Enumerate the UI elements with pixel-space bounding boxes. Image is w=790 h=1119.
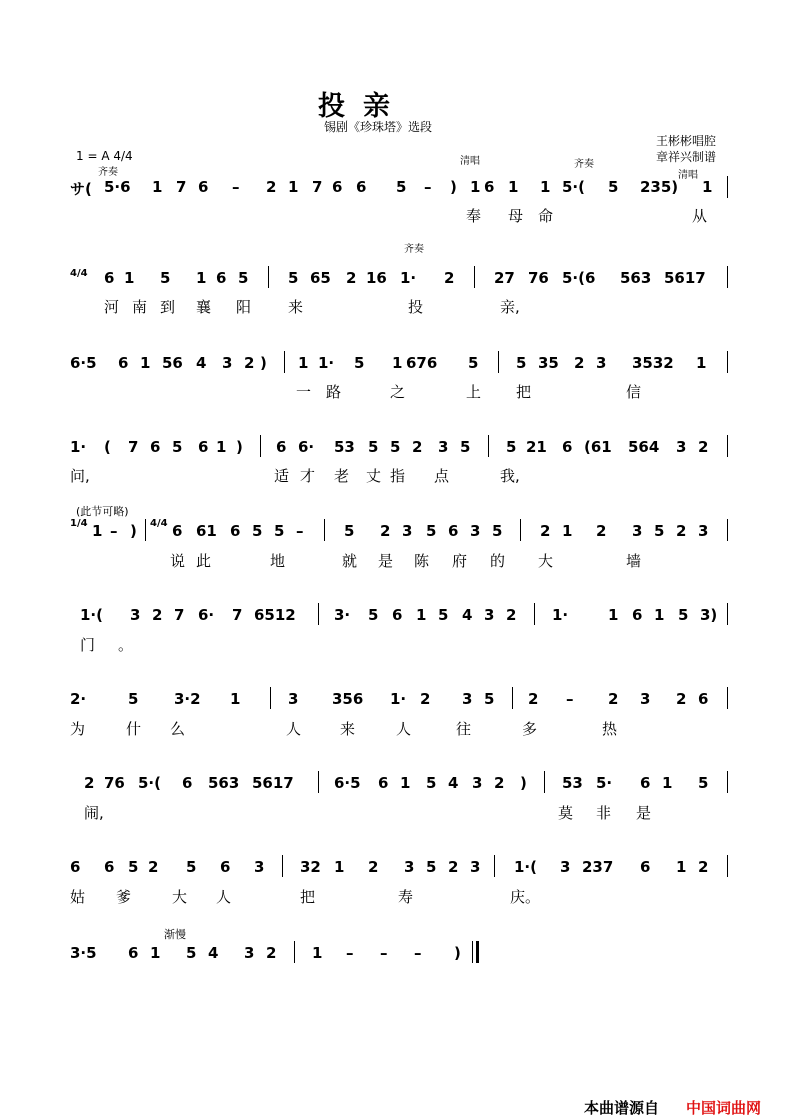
lyric: 把 xyxy=(516,383,532,401)
bar-line xyxy=(727,435,728,457)
note: 5 xyxy=(698,774,709,792)
bar-line xyxy=(727,687,728,709)
note: 6 xyxy=(640,858,651,876)
note: 564 xyxy=(628,438,660,456)
note: 1 xyxy=(196,269,207,287)
note: 5 xyxy=(654,522,665,540)
note: 1 xyxy=(216,438,227,456)
note: 76 xyxy=(528,269,549,287)
note: 5 xyxy=(128,690,139,708)
hint-optional: (此节可略) xyxy=(76,505,129,518)
lyric: 点 xyxy=(434,467,450,485)
note: 5· xyxy=(596,774,613,792)
note: 3 xyxy=(470,522,481,540)
note: 3 xyxy=(632,522,643,540)
lyric: 人 xyxy=(286,720,302,738)
lyric: 亲, xyxy=(500,298,520,316)
lyric: 丈 xyxy=(366,467,382,485)
lyric: 门 xyxy=(80,636,96,654)
note: 5·(6 xyxy=(562,269,596,287)
note: ) xyxy=(520,774,527,792)
lyric: 襄 xyxy=(196,298,212,316)
note: 4 xyxy=(196,354,207,372)
hint-ensemble: 齐奏 xyxy=(98,167,118,178)
lyric: 母 xyxy=(508,207,524,225)
note: 5 xyxy=(426,858,437,876)
note: 5 xyxy=(186,944,197,962)
page-title: 投亲 xyxy=(318,91,408,122)
note: 5 xyxy=(368,606,379,624)
note: 6 xyxy=(632,606,643,624)
note: 35 xyxy=(538,354,559,372)
note: 2 xyxy=(412,438,423,456)
bar-line xyxy=(520,519,521,541)
note: 2 xyxy=(244,354,255,372)
note: 2 xyxy=(444,269,455,287)
note: ) xyxy=(260,354,267,372)
bar-line xyxy=(498,351,499,373)
note: 5·6 xyxy=(104,178,131,196)
key-signature: 1 = A 4/4 xyxy=(76,149,133,163)
note: 5 xyxy=(438,606,449,624)
note: 6 xyxy=(562,438,573,456)
note: 65 xyxy=(310,269,331,287)
note: 53 xyxy=(334,438,355,456)
bar-line xyxy=(294,941,295,963)
lyric: 大 xyxy=(538,552,554,570)
note: 3 xyxy=(484,606,495,624)
bar-line xyxy=(318,771,319,793)
note: 5 xyxy=(252,522,263,540)
lyric: 陈 xyxy=(414,552,430,570)
note: 6 xyxy=(104,269,115,287)
note: 5 xyxy=(426,774,437,792)
lyric: 是 xyxy=(378,552,394,570)
note: 563 xyxy=(208,774,240,792)
note: 1 xyxy=(696,354,707,372)
note: 7 xyxy=(232,606,243,624)
note: 356 xyxy=(332,690,364,708)
note: – xyxy=(424,178,432,196)
note: 1· xyxy=(552,606,569,624)
note: ) xyxy=(454,944,461,962)
lyric: 之 xyxy=(390,383,406,401)
note: 53 xyxy=(562,774,583,792)
note: 3 xyxy=(254,858,265,876)
lyric: 墙 xyxy=(626,552,642,570)
bar-line xyxy=(534,603,535,625)
note: 235) xyxy=(640,178,679,196)
note: 21 xyxy=(526,438,547,456)
note: 3) xyxy=(700,606,718,624)
note: 1· xyxy=(70,438,87,456)
note: 3· xyxy=(334,606,351,624)
note: 1 xyxy=(508,178,519,196)
bar-line xyxy=(727,603,728,625)
note: 2 xyxy=(676,522,687,540)
lyric: 来 xyxy=(340,720,356,738)
lyric: 府 xyxy=(452,552,468,570)
note: (61 xyxy=(584,438,612,456)
note: 3 xyxy=(472,774,483,792)
note: 6 xyxy=(128,944,139,962)
note: ) xyxy=(450,178,457,196)
note: 1 xyxy=(392,354,403,372)
note: 2 xyxy=(608,690,619,708)
note: 3 xyxy=(402,522,413,540)
note: 2 xyxy=(540,522,551,540)
bar-line xyxy=(324,519,325,541)
note: 7 xyxy=(128,438,139,456)
bar-line xyxy=(727,176,728,198)
subtitle: 锡剧《珍珠塔》选段 xyxy=(324,120,433,134)
bar-line xyxy=(727,855,728,877)
lyric: 什 xyxy=(126,720,142,738)
bar-line xyxy=(544,771,545,793)
note: 6 xyxy=(118,354,129,372)
note: 6 xyxy=(332,178,343,196)
note: 3 xyxy=(560,858,571,876)
lyric: 是 xyxy=(636,804,652,822)
lyric: 上 xyxy=(466,383,482,401)
note: 6 xyxy=(216,269,227,287)
lyric: 就 xyxy=(342,552,358,570)
note: サ( xyxy=(70,180,92,198)
note: 7 xyxy=(176,178,187,196)
credit-singer: 王彬彬唱腔 xyxy=(656,134,717,148)
note: 2 xyxy=(698,858,709,876)
note: 3532 xyxy=(632,354,674,372)
note: 6 xyxy=(392,606,403,624)
note: 2 xyxy=(698,438,709,456)
note: 3 xyxy=(676,438,687,456)
lyric: 非 xyxy=(596,804,612,822)
source-label: 本曲谱源自 xyxy=(584,1099,660,1117)
note: 6 xyxy=(230,522,241,540)
lyric: 说 xyxy=(170,552,186,570)
note: 2 xyxy=(596,522,607,540)
note: 1 xyxy=(124,269,135,287)
note: 6 xyxy=(698,690,709,708)
hint-ritardando: 渐慢 xyxy=(164,928,186,941)
note: – xyxy=(566,690,574,708)
note: 2 xyxy=(420,690,431,708)
note: 16 xyxy=(366,269,387,287)
lyric: 多 xyxy=(522,720,538,738)
lyric: 适 xyxy=(274,467,290,485)
note: – xyxy=(110,522,118,540)
lyric: 闹, xyxy=(84,804,104,822)
note: 1 xyxy=(230,690,241,708)
lyric: 河 xyxy=(104,298,120,316)
bar-line xyxy=(472,941,473,963)
bar-line xyxy=(727,519,728,541)
note: 6 xyxy=(220,858,231,876)
note: 7 xyxy=(312,178,323,196)
bar-line xyxy=(488,435,489,457)
bar-line xyxy=(494,855,495,877)
lyric: 奉 xyxy=(466,207,482,225)
time-signature: 4/4 xyxy=(70,268,88,279)
note: 5 xyxy=(128,858,139,876)
note: 5 xyxy=(396,178,407,196)
note: 6 xyxy=(198,438,209,456)
lyric: 热 xyxy=(602,720,618,738)
note: – xyxy=(380,944,388,962)
note: 1· xyxy=(390,690,407,708)
time-signature: 1/4 xyxy=(70,518,88,529)
lyric: 老 xyxy=(334,467,350,485)
note: 5 xyxy=(460,438,471,456)
note: 3 xyxy=(244,944,255,962)
note: 27 xyxy=(494,269,515,287)
lyric: 路 xyxy=(326,383,342,401)
note: 4 xyxy=(448,774,459,792)
lyric: 爹 xyxy=(116,888,132,906)
note: 2 xyxy=(528,690,539,708)
bar-line xyxy=(727,351,728,373)
note: 1 xyxy=(140,354,151,372)
note: 3·5 xyxy=(70,944,97,962)
note: 5 xyxy=(160,269,171,287)
note: 1· xyxy=(400,269,417,287)
note: 5 xyxy=(354,354,365,372)
note: 5 xyxy=(288,269,299,287)
lyric: 庆。 xyxy=(510,888,541,906)
note: 676 xyxy=(406,354,438,372)
note: 6· xyxy=(298,438,315,456)
bar-line xyxy=(474,266,475,288)
bar-line xyxy=(268,266,269,288)
note: 6 xyxy=(356,178,367,196)
note: 5617 xyxy=(664,269,706,287)
note: 3 xyxy=(596,354,607,372)
note: 3 xyxy=(470,858,481,876)
note: 2 xyxy=(84,774,95,792)
note: 5 xyxy=(390,438,401,456)
lyric: 人 xyxy=(216,888,232,906)
note: 1 xyxy=(298,354,309,372)
note: ) xyxy=(236,438,243,456)
lyric: 往 xyxy=(456,720,472,738)
note: 1 xyxy=(400,774,411,792)
note: 1·( xyxy=(80,606,103,624)
bar-line xyxy=(270,687,271,709)
note: 1 xyxy=(334,858,345,876)
note: ) xyxy=(130,522,137,540)
lyric: 指 xyxy=(390,467,406,485)
note: 5 xyxy=(506,438,517,456)
note: 1 xyxy=(92,522,103,540)
note: 2 xyxy=(380,522,391,540)
note: 5·( xyxy=(138,774,161,792)
note: 2 xyxy=(152,606,163,624)
note: 6·5 xyxy=(70,354,97,372)
lyric: 寿 xyxy=(398,888,414,906)
note: 2 xyxy=(574,354,585,372)
lyric: 大 xyxy=(172,888,188,906)
bar-line xyxy=(284,351,285,373)
lyric: 我, xyxy=(500,467,520,485)
note: 3·2 xyxy=(174,690,201,708)
note: 1 xyxy=(676,858,687,876)
note: 5 xyxy=(344,522,355,540)
hint-a-cappella: 清唱 xyxy=(460,156,480,167)
note: 6 xyxy=(104,858,115,876)
note: 2 xyxy=(676,690,687,708)
note: 1 xyxy=(608,606,619,624)
note: 5 xyxy=(368,438,379,456)
bar-line xyxy=(282,855,283,877)
note: 5617 xyxy=(252,774,294,792)
note: 6·5 xyxy=(334,774,361,792)
bar-line xyxy=(727,266,728,288)
lyric: 从 xyxy=(692,207,708,225)
lyric: 来 xyxy=(288,298,304,316)
note: 1· xyxy=(318,354,335,372)
note: 32 xyxy=(300,858,321,876)
lyric: 把 xyxy=(300,888,316,906)
note: 6 xyxy=(378,774,389,792)
lyric: 的 xyxy=(490,552,506,570)
note: 5 xyxy=(492,522,503,540)
lyric: 为 xyxy=(70,720,86,738)
lyric: 到 xyxy=(160,298,176,316)
note: 61 xyxy=(196,522,217,540)
bar-line xyxy=(512,687,513,709)
note: 2 xyxy=(266,944,277,962)
lyric: 命 xyxy=(538,207,554,225)
site-name[interactable]: 中国词曲网 xyxy=(686,1099,762,1117)
note: 1 xyxy=(416,606,427,624)
note: 6512 xyxy=(254,606,296,624)
note: 6· xyxy=(198,606,215,624)
note: 2 xyxy=(494,774,505,792)
note: ( xyxy=(104,438,111,456)
lyric: 信 xyxy=(626,383,642,401)
lyric: 地 xyxy=(270,552,286,570)
note: 3 xyxy=(404,858,415,876)
hint-a-cappella: 清唱 xyxy=(678,170,698,181)
note: 5 xyxy=(678,606,689,624)
note: – xyxy=(296,522,304,540)
note: 1 xyxy=(152,178,163,196)
lyric: 阳 xyxy=(236,298,252,316)
note: 6 xyxy=(640,774,651,792)
lyric: 人 xyxy=(396,720,412,738)
hint-ensemble: 齐奏 xyxy=(404,244,424,255)
note: 3 xyxy=(288,690,299,708)
note: 56 xyxy=(162,354,183,372)
note: 1 xyxy=(312,944,323,962)
note: 3 xyxy=(438,438,449,456)
note: 6 xyxy=(182,774,193,792)
final-bar-line xyxy=(476,941,479,963)
lyric: 姑 xyxy=(70,888,86,906)
note: 6 xyxy=(172,522,183,540)
note: 4 xyxy=(462,606,473,624)
note: 4 xyxy=(208,944,219,962)
note: 5·( xyxy=(562,178,585,196)
note: 2 xyxy=(266,178,277,196)
note: 2 xyxy=(346,269,357,287)
lyric: 才 xyxy=(300,467,316,485)
note: 6 xyxy=(150,438,161,456)
note: 5 xyxy=(186,858,197,876)
note: 1 xyxy=(470,178,481,196)
note: 6 xyxy=(198,178,209,196)
note: 1 xyxy=(662,774,673,792)
bar-line xyxy=(727,771,728,793)
note: 5 xyxy=(238,269,249,287)
note: 5 xyxy=(468,354,479,372)
lyric: 问, xyxy=(70,467,90,485)
note: 5 xyxy=(608,178,619,196)
note: 6 xyxy=(70,858,81,876)
note: 3 xyxy=(222,354,233,372)
note: 1 xyxy=(562,522,573,540)
lyric: 么 xyxy=(170,720,186,738)
note: 1 xyxy=(654,606,665,624)
lyric: 一 xyxy=(296,383,312,401)
note: 3 xyxy=(462,690,473,708)
note: 5 xyxy=(516,354,527,372)
bar-line xyxy=(318,603,319,625)
lyric: 此 xyxy=(196,552,212,570)
note: 5 xyxy=(484,690,495,708)
note: 5 xyxy=(426,522,437,540)
note: 1 xyxy=(150,944,161,962)
lyric: 莫 xyxy=(558,804,574,822)
note: 6 xyxy=(484,178,495,196)
note: – xyxy=(346,944,354,962)
note: 1 xyxy=(288,178,299,196)
note: 2· xyxy=(70,690,87,708)
note: 563 xyxy=(620,269,652,287)
note: 6 xyxy=(276,438,287,456)
note: 3 xyxy=(698,522,709,540)
note: – xyxy=(414,944,422,962)
note: 2 xyxy=(148,858,159,876)
note: 1·( xyxy=(514,858,537,876)
note: 237 xyxy=(582,858,614,876)
bar-line xyxy=(260,435,261,457)
lyric: 。 xyxy=(118,636,134,654)
note: 76 xyxy=(104,774,125,792)
lyric: 南 xyxy=(132,298,148,316)
note: 7 xyxy=(174,606,185,624)
note: – xyxy=(232,178,240,196)
hint-ensemble: 齐奏 xyxy=(574,159,594,170)
note: 3 xyxy=(640,690,651,708)
note: 2 xyxy=(448,858,459,876)
credit-arranger: 章祥兴制谱 xyxy=(656,150,717,164)
bar-line xyxy=(145,519,146,541)
note: 1 xyxy=(540,178,551,196)
note: 2 xyxy=(368,858,379,876)
note: 1 xyxy=(702,178,713,196)
note: 3 xyxy=(130,606,141,624)
note: 5 xyxy=(274,522,285,540)
note: 5 xyxy=(172,438,183,456)
note: 2 xyxy=(506,606,517,624)
lyric: 投 xyxy=(408,298,424,316)
time-signature: 4/4 xyxy=(150,518,168,529)
note: 6 xyxy=(448,522,459,540)
